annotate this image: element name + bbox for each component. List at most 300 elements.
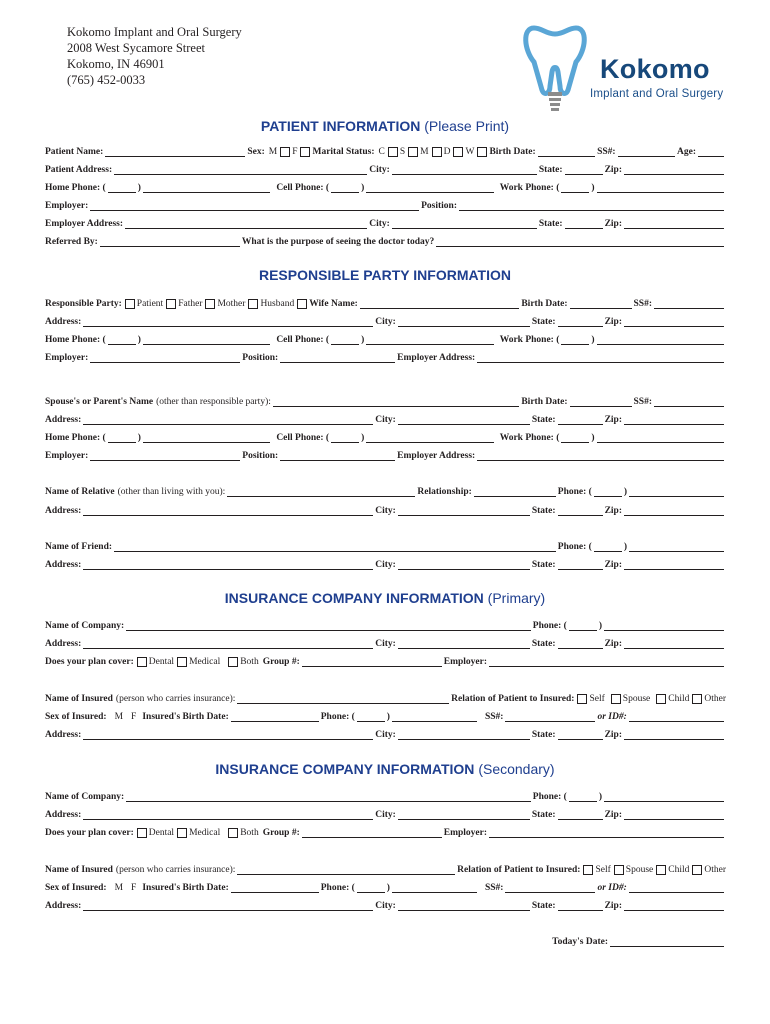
city-field[interactable]	[398, 415, 530, 425]
address-label: Address:	[45, 901, 82, 911]
birth-date-field[interactable]	[538, 147, 595, 157]
city-label: City:	[375, 639, 396, 649]
city-label: City:	[369, 165, 390, 175]
insured-name-field[interactable]	[237, 865, 455, 875]
responsible-party-row	[45, 298, 726, 310]
address-field[interactable]	[83, 506, 373, 516]
patient-name-row	[45, 146, 726, 158]
friend-name-field[interactable]	[114, 542, 556, 552]
id-field[interactable]	[629, 712, 724, 722]
city-field[interactable]	[398, 901, 530, 911]
marital-m-checkbox[interactable]	[432, 147, 442, 157]
responsible-employer-row	[45, 352, 726, 364]
state-field[interactable]	[558, 415, 603, 425]
state-label: State:	[531, 639, 556, 649]
phone-field[interactable]	[392, 883, 477, 893]
cell-phone-field[interactable]	[366, 183, 493, 193]
state-label: State:	[538, 165, 563, 175]
sex-f[interactable]: F	[131, 883, 137, 893]
city-field[interactable]	[398, 639, 530, 649]
spouse-name-label: Spouse's or Parent's Name	[45, 397, 154, 407]
sex-m[interactable]: M	[114, 883, 124, 893]
primary-insured-row	[45, 693, 726, 705]
husband-option: Husband	[260, 299, 295, 309]
home-phone-field[interactable]	[143, 335, 270, 345]
company-label: Name of Company:	[45, 792, 125, 802]
state-field[interactable]	[558, 317, 603, 327]
marital-c-checkbox[interactable]	[388, 147, 398, 157]
wife-name-label: Wife Name:	[309, 299, 358, 309]
paren: )	[137, 433, 141, 443]
marital-d-checkbox[interactable]	[453, 147, 463, 157]
phone-area[interactable]	[569, 621, 597, 631]
phone-label: Phone: (	[532, 792, 567, 802]
city-field[interactable]	[398, 730, 530, 740]
spouse-employer-row	[45, 450, 726, 462]
patient-phones-row	[45, 182, 726, 194]
child-option: Child	[668, 694, 690, 704]
sex-f: F	[292, 147, 298, 157]
address-field[interactable]	[83, 730, 373, 740]
phone-field[interactable]	[392, 712, 477, 722]
mother-option: Mother	[217, 299, 246, 309]
ss-label: SS#:	[633, 299, 652, 309]
zip-label: Zip:	[604, 165, 622, 175]
city-label: City:	[375, 317, 396, 327]
state-field[interactable]	[558, 730, 603, 740]
group-field[interactable]	[302, 828, 442, 838]
practice-city: Kokomo, IN 46901	[67, 57, 165, 71]
spouse-name-field[interactable]	[273, 397, 519, 407]
group-label: Group #:	[262, 657, 300, 667]
marital-c: C	[378, 147, 385, 157]
practice-phone: (765) 452-0033	[67, 73, 146, 87]
paren: )	[361, 433, 365, 443]
position-field[interactable]	[280, 353, 395, 363]
address-field[interactable]	[83, 810, 373, 820]
zip-field[interactable]	[624, 415, 724, 425]
work-phone-field[interactable]	[597, 335, 724, 345]
spouse-phones-row	[45, 432, 726, 444]
birth-date-label: Birth Date:	[489, 147, 536, 157]
state-label: State:	[531, 317, 556, 327]
paren: )	[361, 183, 365, 193]
section-subtitle: (Secondary)	[478, 761, 555, 777]
zip-label: Zip:	[604, 506, 622, 516]
husband-checkbox[interactable]	[248, 299, 258, 309]
state-field[interactable]	[558, 810, 603, 820]
phone-label: Phone: (	[557, 542, 592, 552]
ss-field[interactable]	[618, 147, 675, 157]
insured-note: (person who carries insurance):	[115, 694, 236, 704]
self-checkbox[interactable]	[577, 694, 587, 704]
address-label: Address:	[45, 639, 82, 649]
cell-phone-area[interactable]	[331, 335, 359, 345]
marital-label: Marital Status:	[312, 147, 375, 157]
address-label: Address:	[45, 415, 82, 425]
home-phone-field[interactable]	[143, 433, 270, 443]
patient-address-field[interactable]	[114, 165, 367, 175]
position-field[interactable]	[280, 451, 395, 461]
zip-field[interactable]	[624, 730, 724, 740]
employer-label: Employer:	[443, 657, 488, 667]
primary-insured-address-row	[45, 729, 726, 741]
section-subtitle: (Please Print)	[424, 118, 510, 134]
spouse-checkbox[interactable]	[614, 865, 624, 875]
patient-employer-row	[45, 200, 726, 212]
spouse-address-row	[45, 414, 726, 426]
employer-address-field[interactable]	[125, 219, 367, 229]
other-checkbox[interactable]	[692, 694, 702, 704]
todays-date-row	[45, 936, 726, 948]
address-field[interactable]	[83, 901, 373, 911]
practice-logo	[520, 20, 750, 115]
marital-d: D	[443, 147, 451, 157]
or-id-label: or ID#:	[597, 883, 627, 893]
id-field[interactable]	[629, 883, 724, 893]
employer-field[interactable]	[90, 201, 419, 211]
phone-area[interactable]	[594, 542, 622, 552]
spouse-checkbox[interactable]	[611, 694, 621, 704]
home-phone-field[interactable]	[143, 183, 270, 193]
state-field[interactable]	[558, 901, 603, 911]
wife-checkbox[interactable]	[297, 299, 307, 309]
home-phone-label: Home Phone: (	[45, 183, 106, 193]
other-checkbox[interactable]	[692, 865, 702, 875]
state-label: State:	[538, 219, 563, 229]
insured-label: Name of Insured	[45, 694, 113, 704]
phone-area[interactable]	[357, 712, 385, 722]
child-checkbox[interactable]	[656, 865, 666, 875]
company-field[interactable]	[126, 792, 531, 802]
address-field[interactable]	[83, 560, 373, 570]
city-field[interactable]	[398, 506, 530, 516]
section-title-text: PATIENT INFORMATION	[260, 118, 421, 134]
ss-field[interactable]	[654, 299, 724, 309]
sex-m: M	[268, 147, 278, 157]
referred-by-field[interactable]	[100, 237, 240, 247]
state-field[interactable]	[558, 639, 603, 649]
zip-label: Zip:	[604, 560, 622, 570]
secondary-insured-row	[45, 864, 726, 876]
employer-label: Employer:	[45, 353, 89, 363]
paren: )	[591, 335, 595, 345]
marital-s: S	[399, 147, 406, 157]
relative-row	[45, 486, 726, 498]
dental-option: Dental	[148, 828, 175, 838]
cell-phone-field[interactable]	[366, 335, 493, 345]
mother-checkbox[interactable]	[205, 299, 215, 309]
work-phone-field[interactable]	[597, 433, 724, 443]
child-checkbox[interactable]	[656, 694, 666, 704]
patient-option: Patient	[136, 299, 164, 309]
self-option: Self	[595, 865, 611, 875]
employer-address-label: Employer Address:	[397, 353, 476, 363]
relation-label: Relation of Patient to Insured:	[457, 865, 581, 875]
secondary-plan-row	[45, 827, 726, 839]
insured-birth-field[interactable]	[231, 883, 319, 893]
zip-label: Zip:	[604, 730, 622, 740]
paren: )	[591, 183, 595, 193]
paren: )	[137, 335, 141, 345]
referred-by-label: Referred By:	[45, 237, 98, 247]
city-label: City:	[375, 730, 396, 740]
zip-field[interactable]	[624, 810, 724, 820]
relationship-label: Relationship:	[417, 487, 472, 497]
friend-label: Name of Friend:	[45, 542, 113, 552]
responsible-phones-row	[45, 334, 726, 346]
plan-cover-label: Does your plan cover:	[45, 657, 134, 667]
relative-name-field[interactable]	[227, 487, 415, 497]
spouse-option: Spouse	[622, 694, 651, 704]
paren: )	[623, 542, 627, 552]
primary-sex-row	[45, 711, 726, 723]
employer-address-field[interactable]	[477, 451, 724, 461]
state-field[interactable]	[565, 219, 603, 229]
address-field[interactable]	[83, 639, 373, 649]
paren: )	[361, 335, 365, 345]
city-field[interactable]	[392, 219, 537, 229]
insurance-secondary-title	[0, 761, 770, 777]
cell-phone-area[interactable]	[331, 433, 359, 443]
phone-field[interactable]	[604, 621, 724, 631]
spouse-note: (other than responsible party):	[156, 397, 271, 407]
paren: )	[137, 183, 141, 193]
section-title-text: INSURANCE COMPANY INFORMATION	[224, 590, 484, 606]
section-title-text: RESPONSIBLE PARTY INFORMATION	[258, 267, 511, 283]
todays-date-label: Today's Date:	[552, 937, 608, 947]
phone-label: Phone: (	[320, 883, 355, 893]
or-id-label: or ID#:	[597, 712, 627, 722]
sex-insured-label: Sex of Insured:	[45, 883, 107, 893]
zip-field[interactable]	[624, 219, 724, 229]
zip-label: Zip:	[604, 901, 622, 911]
ss-field[interactable]	[505, 712, 595, 722]
friend-row	[45, 541, 726, 553]
age-field[interactable]	[698, 147, 724, 157]
patient-address-row	[45, 164, 726, 176]
employer-label: Employer:	[45, 451, 89, 461]
self-checkbox[interactable]	[583, 865, 593, 875]
state-label: State:	[531, 730, 556, 740]
city-field[interactable]	[392, 165, 537, 175]
section-title-text: INSURANCE COMPANY INFORMATION	[215, 761, 475, 777]
address-field[interactable]	[83, 317, 373, 327]
child-option: Child	[668, 865, 690, 875]
employer-address-label: Employer Address:	[397, 451, 476, 461]
marital-w-checkbox[interactable]	[477, 147, 487, 157]
patient-section-title	[0, 118, 770, 134]
phone-area[interactable]	[569, 792, 597, 802]
city-label: City:	[375, 810, 396, 820]
secondary-company-row	[45, 791, 726, 803]
position-label: Position:	[421, 201, 457, 211]
city-field[interactable]	[398, 810, 530, 820]
spouse-option: Spouse	[625, 865, 654, 875]
city-label: City:	[369, 219, 390, 229]
practice-name: Kokomo Implant and Oral Surgery	[67, 25, 242, 39]
phone-label: Phone: (	[532, 621, 567, 631]
city-field[interactable]	[398, 317, 530, 327]
zip-field[interactable]	[624, 560, 724, 570]
employer-field[interactable]	[489, 657, 724, 667]
employer-field[interactable]	[90, 353, 240, 363]
paren: )	[598, 621, 602, 631]
secondary-sex-row	[45, 882, 726, 894]
paren: )	[623, 487, 627, 497]
cell-phone-area[interactable]	[331, 183, 359, 193]
phone-label: Phone: (	[320, 712, 355, 722]
address-field[interactable]	[83, 415, 373, 425]
group-label: Group #:	[262, 828, 300, 838]
work-phone-label: Work Phone: (	[499, 183, 560, 193]
state-label: State:	[531, 810, 556, 820]
birth-date-field[interactable]	[570, 299, 632, 309]
dental-checkbox[interactable]	[137, 657, 147, 667]
plan-cover-label: Does your plan cover:	[45, 828, 134, 838]
phone-field[interactable]	[604, 792, 724, 802]
relation-label: Relation of Patient to Insured:	[451, 694, 575, 704]
cell-phone-label: Cell Phone: (	[276, 183, 330, 193]
state-field[interactable]	[565, 165, 603, 175]
medical-option: Medical	[189, 828, 221, 838]
zip-label: Zip:	[604, 415, 622, 425]
sex-insured-label: Sex of Insured:	[45, 712, 107, 722]
work-phone-area[interactable]	[561, 183, 589, 193]
zip-field[interactable]	[624, 317, 724, 327]
phone-field[interactable]	[629, 542, 724, 552]
both-option: Both	[240, 828, 259, 838]
home-phone-area[interactable]	[108, 183, 136, 193]
ss-label: SS#:	[597, 147, 616, 157]
primary-address-row	[45, 638, 726, 650]
employer-label: Employer:	[443, 828, 488, 838]
address-label: Address:	[45, 730, 82, 740]
relative-label: Name of Relative	[45, 487, 115, 497]
birth-date-label: Birth Date:	[521, 299, 568, 309]
zip-label: Zip:	[604, 317, 622, 327]
home-phone-label: Home Phone: (	[45, 433, 106, 443]
city-field[interactable]	[398, 560, 530, 570]
relative-address-row	[45, 505, 726, 517]
zip-field[interactable]	[624, 165, 724, 175]
insured-label: Name of Insured	[45, 865, 113, 875]
state-label: State:	[531, 415, 556, 425]
medical-checkbox[interactable]	[177, 828, 187, 838]
both-checkbox[interactable]	[228, 657, 238, 667]
zip-field[interactable]	[624, 506, 724, 516]
marital-w: W	[465, 147, 475, 157]
work-phone-field[interactable]	[597, 183, 724, 193]
work-phone-label: Work Phone: (	[499, 433, 560, 443]
purpose-label: What is the purpose of seeing the doctor today?	[241, 237, 435, 247]
address-label: Address:	[45, 317, 82, 327]
ss-label: SS#:	[633, 397, 652, 407]
paren: )	[598, 792, 602, 802]
insured-birth-label: Insured's Birth Date:	[142, 712, 229, 722]
state-label: State:	[531, 901, 556, 911]
tooth-implant-icon	[520, 20, 600, 115]
position-field[interactable]	[459, 201, 724, 211]
address-label: Address:	[45, 506, 82, 516]
city-label: City:	[375, 415, 396, 425]
employer-field[interactable]	[90, 451, 240, 461]
phone-area[interactable]	[594, 487, 622, 497]
zip-field[interactable]	[624, 901, 724, 911]
responsible-section-title	[0, 267, 770, 283]
todays-date-field[interactable]	[610, 937, 724, 947]
purpose-field[interactable]	[436, 237, 724, 247]
home-phone-area[interactable]	[108, 335, 136, 345]
dental-option: Dental	[148, 657, 175, 667]
sex-f[interactable]: F	[131, 712, 137, 722]
friend-address-row	[45, 559, 726, 571]
company-field[interactable]	[126, 621, 531, 631]
primary-company-row	[45, 620, 726, 632]
father-checkbox[interactable]	[166, 299, 176, 309]
insured-birth-label: Insured's Birth Date:	[142, 883, 229, 893]
company-label: Name of Company:	[45, 621, 125, 631]
medical-checkbox[interactable]	[177, 657, 187, 667]
sex-m-checkbox[interactable]	[280, 147, 290, 157]
primary-plan-row	[45, 656, 726, 668]
relationship-field[interactable]	[474, 487, 556, 497]
secondary-insured-address-row	[45, 900, 726, 912]
work-phone-area[interactable]	[561, 433, 589, 443]
other-option: Other	[704, 694, 726, 704]
zip-field[interactable]	[624, 639, 724, 649]
city-label: City:	[375, 560, 396, 570]
cell-phone-label: Cell Phone: (	[276, 433, 330, 443]
work-phone-label: Work Phone: (	[499, 335, 560, 345]
cell-phone-field[interactable]	[366, 433, 493, 443]
sex-m[interactable]: M	[114, 712, 124, 722]
birth-date-field[interactable]	[570, 397, 632, 407]
both-checkbox[interactable]	[228, 828, 238, 838]
practice-street: 2008 West Sycamore Street	[67, 41, 205, 55]
work-phone-area[interactable]	[561, 335, 589, 345]
sex-f-checkbox[interactable]	[300, 147, 310, 157]
patient-name-field[interactable]	[105, 147, 245, 157]
ss-field[interactable]	[654, 397, 724, 407]
insured-birth-field[interactable]	[231, 712, 319, 722]
phone-label: Phone: (	[557, 487, 592, 497]
responsible-name-field[interactable]	[360, 299, 519, 309]
cell-phone-label: Cell Phone: (	[276, 335, 330, 345]
marital-s-checkbox[interactable]	[408, 147, 418, 157]
address-label: Address:	[45, 560, 82, 570]
home-phone-label: Home Phone: (	[45, 335, 106, 345]
employer-address-field[interactable]	[477, 353, 724, 363]
birth-date-label: Birth Date:	[521, 397, 568, 407]
state-field[interactable]	[558, 560, 603, 570]
phone-field[interactable]	[629, 487, 724, 497]
insured-name-field[interactable]	[237, 694, 449, 704]
home-phone-area[interactable]	[108, 433, 136, 443]
phone-area[interactable]	[357, 883, 385, 893]
ss-field[interactable]	[505, 883, 595, 893]
position-label: Position:	[242, 353, 279, 363]
paren: )	[386, 712, 390, 722]
paren: )	[386, 883, 390, 893]
employer-field[interactable]	[489, 828, 724, 838]
state-field[interactable]	[558, 506, 603, 516]
ss-label: SS#:	[484, 712, 504, 722]
dental-checkbox[interactable]	[137, 828, 147, 838]
patient-checkbox[interactable]	[125, 299, 135, 309]
sex-label: Sex:	[247, 147, 265, 157]
group-field[interactable]	[302, 657, 442, 667]
